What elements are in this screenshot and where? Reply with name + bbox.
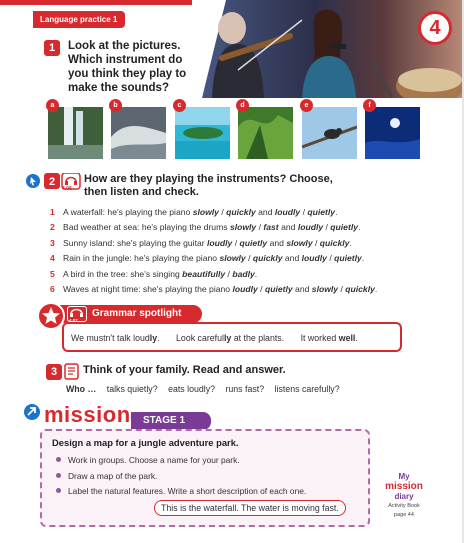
item-text: / <box>323 222 331 233</box>
item-text: / <box>338 284 346 295</box>
exercise-3-question: Think of your family. Read and answer. <box>83 364 286 376</box>
mission-logo: mission <box>44 402 131 427</box>
item-text: / <box>300 207 308 217</box>
grammar-example-1: We mustn't talk loudly. <box>71 333 160 343</box>
sunny-island-image <box>175 107 230 159</box>
exercise-2-icons <box>26 173 84 196</box>
picture-label: b <box>109 99 122 112</box>
item-number: 6 <box>50 284 55 295</box>
bird-in-tree-image <box>302 107 357 159</box>
answer-option[interactable]: quickly <box>252 253 283 264</box>
exercise-2-item <box>50 267 450 282</box>
grammar-example-3: It worked well. <box>300 333 358 343</box>
item-text: . <box>361 253 365 264</box>
item-text: and <box>292 284 312 295</box>
exercise-2-item <box>50 205 450 220</box>
item-text: and <box>282 253 302 264</box>
item-text: A waterfall: he's playing the piano <box>63 207 193 217</box>
answer-option[interactable]: slowly <box>219 253 246 264</box>
picture-label: e <box>300 99 313 112</box>
item-text: and <box>278 222 298 233</box>
item-text: and <box>267 237 287 248</box>
read-icon <box>64 363 80 385</box>
item-text: Bad weather at sea: he's playing the drums <box>63 222 230 233</box>
item-text: / <box>225 268 233 279</box>
item-text: . <box>254 268 258 279</box>
diary-activity-book: Activity Book <box>388 503 420 509</box>
answer-option[interactable]: loudly <box>274 207 301 217</box>
answer-option[interactable]: slowly <box>192 207 219 217</box>
exercise-1-question: Look at the pictures. Which instrument do you think they play to make the sounds? <box>68 40 187 94</box>
item-number: 4 <box>50 253 55 264</box>
exercise-2-question <box>84 173 404 199</box>
answer-option[interactable]: quietly <box>307 207 336 217</box>
jungle-rain-image <box>238 107 293 159</box>
example-speech-bubble: This is the waterfall. The water is moving fast. <box>154 500 346 516</box>
answer-option[interactable]: quietly <box>264 284 293 295</box>
mission-step: Draw a map of the park. <box>56 469 366 485</box>
prompt-phrase: runs fast? <box>225 384 265 394</box>
picture-e <box>302 102 357 159</box>
bullet-icon <box>56 457 61 462</box>
exercise-2-header <box>26 173 446 198</box>
stormy-sea-image <box>111 107 166 159</box>
answer-option[interactable]: slowly <box>286 237 313 248</box>
picture-c <box>175 102 230 159</box>
answer-option[interactable]: fast <box>263 222 279 233</box>
picture-row <box>48 102 428 162</box>
picture-label: d <box>236 99 249 112</box>
exercise-3-prompts <box>66 384 348 394</box>
grammar-spotlight-title: Grammar spotlight <box>42 305 202 323</box>
answer-option[interactable]: quickly <box>226 207 256 217</box>
mission-box <box>40 429 370 527</box>
item-text: / <box>256 222 264 233</box>
exercise-2-item <box>50 220 450 235</box>
item-number: 1 <box>50 207 55 217</box>
item-text: / <box>257 284 265 295</box>
mission-stage-label: STAGE 1 <box>131 412 211 430</box>
prompt-phrase: talks quietly? <box>106 384 158 394</box>
picture-d <box>238 102 293 159</box>
grammar-examples <box>71 333 372 343</box>
answer-option[interactable]: quickly <box>345 284 375 295</box>
mission-arrow-icon[interactable] <box>24 404 40 420</box>
answer-option[interactable]: loudly <box>301 253 327 264</box>
mission-diary-reference <box>382 472 426 519</box>
night-waves-image <box>365 107 420 159</box>
answer-option[interactable]: slowly <box>229 222 257 233</box>
picture-b <box>111 102 166 159</box>
picture-label: a <box>46 99 59 112</box>
item-text: Sunny island: she's playing the guitar <box>63 237 208 248</box>
answer-option[interactable]: quietly <box>334 253 362 264</box>
answer-option[interactable]: quietly <box>239 237 268 248</box>
answer-option[interactable]: quietly <box>330 222 358 233</box>
item-text: and <box>255 207 275 217</box>
item-text: / <box>232 237 240 248</box>
bullet-icon <box>56 488 61 493</box>
picture-f <box>365 102 420 159</box>
unit-number-badge: 4 <box>418 11 452 45</box>
diary-line-1: My <box>398 472 410 481</box>
answer-option[interactable]: badly <box>232 268 255 279</box>
grammar-spotlight-box <box>62 322 402 352</box>
exercise-2-item <box>50 282 450 297</box>
who-prompt: Who … <box>66 384 97 394</box>
audio-track-number: 4.06 <box>62 186 72 192</box>
item-text: / <box>326 253 335 264</box>
item-text: . <box>349 237 352 248</box>
item-text: / <box>218 207 227 217</box>
waterfall-image <box>48 107 103 159</box>
exercise-2-question-line-2: then listen and check. <box>84 186 199 198</box>
diary-page: page 44 <box>394 512 414 518</box>
item-text: / <box>312 237 320 248</box>
item-text: Rain in the jungle: he's playing the piano <box>63 253 220 264</box>
answer-option[interactable]: loudly <box>232 284 258 295</box>
answer-option[interactable]: quickly <box>319 237 350 248</box>
answer-option[interactable]: slowly <box>311 284 339 295</box>
item-text: Waves at night time: she's playing the piano <box>63 284 233 295</box>
exercise-3-number: 3 <box>46 364 62 380</box>
item-text: . <box>358 222 361 233</box>
exercise-2-item <box>50 236 450 251</box>
diary-line-3: diary <box>394 492 414 501</box>
item-number: 2 <box>50 222 55 233</box>
prompt-phrase: eats loudly? <box>168 384 216 394</box>
item-number: 3 <box>50 237 55 248</box>
exercise-2-question-line-1: How are they playing the instruments? Choose, <box>84 173 333 185</box>
answer-option[interactable]: loudly <box>297 222 324 233</box>
exercise-2-items <box>50 205 450 297</box>
picture-label: c <box>173 99 186 112</box>
exercise-2-item <box>50 251 450 266</box>
mission-steps <box>56 453 366 500</box>
exercise-2-number: 2 <box>48 176 56 188</box>
grammar-example-2: Look carefully at the plants. <box>176 333 285 343</box>
top-red-bar <box>0 0 200 5</box>
picture-label: f <box>363 99 376 112</box>
mission-step: Label the natural features. Write a short description of each one. <box>56 484 366 500</box>
item-text: A bird in the tree: she's singing <box>63 268 183 279</box>
section-tab: Language practice 1 <box>33 11 125 28</box>
mission-step: Work in groups. Choose a name for your park. <box>56 453 366 469</box>
diary-line-2: mission <box>385 481 423 492</box>
item-number: 5 <box>50 268 55 279</box>
item-text: / <box>245 253 253 264</box>
item-text: . <box>374 284 378 295</box>
answer-option[interactable]: loudly <box>207 237 233 248</box>
prompt-phrase: listens carefully? <box>274 384 340 394</box>
mission-title: Design a map for a jungle adventure park. <box>52 437 239 448</box>
item-text: . <box>335 207 338 217</box>
spotlight-star-icon <box>37 302 65 330</box>
pointer-icon <box>26 173 84 191</box>
picture-a <box>48 102 103 159</box>
exercise-1-number: 1 <box>44 40 60 56</box>
answer-option[interactable]: beautifully <box>182 268 226 279</box>
bullet-icon <box>56 473 61 478</box>
grammar-audio-track: 4.07 <box>69 318 78 323</box>
